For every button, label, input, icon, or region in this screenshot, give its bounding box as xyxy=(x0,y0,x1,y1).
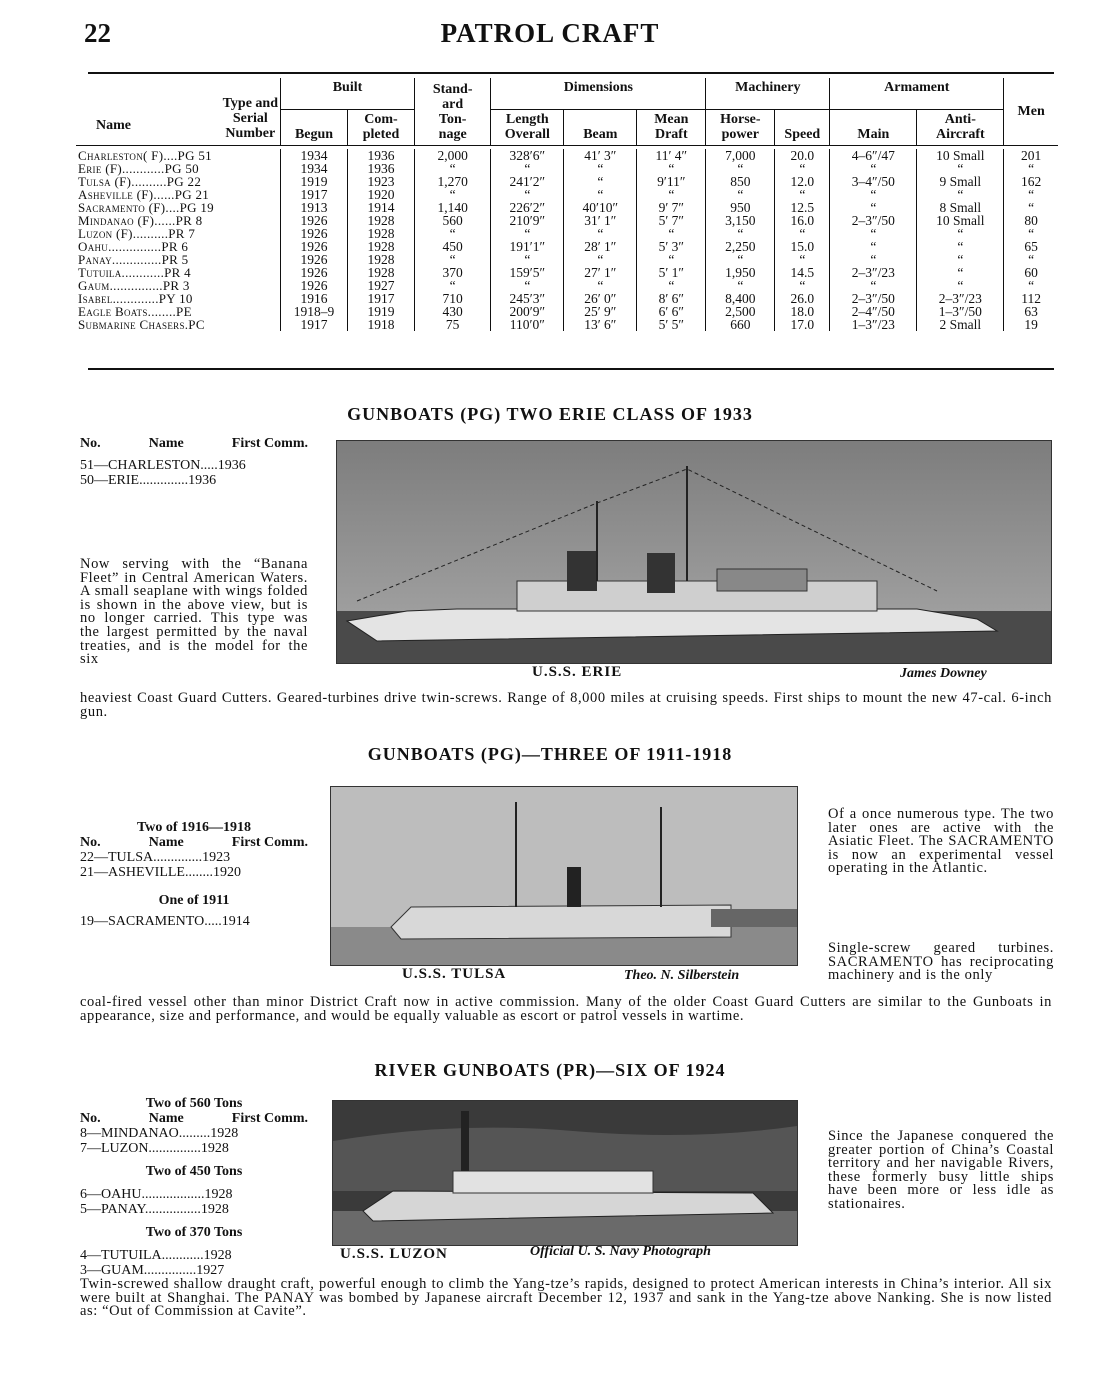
cell-value: “ xyxy=(775,188,830,201)
cell-name: Tulsa (F)..........PG 22 xyxy=(78,174,202,189)
list-header: No. Name First Comm. xyxy=(80,835,308,850)
cell-value: “ xyxy=(1004,201,1058,214)
cell-value: 27′ 1″ xyxy=(564,266,637,279)
cell-value: “ xyxy=(564,188,637,201)
cell-name: Charleston( F)....PG 51 xyxy=(78,148,212,163)
header-name-type xyxy=(76,78,281,146)
cell-name: Submarine Chasers.PC xyxy=(78,317,205,332)
cell-value: 31′ 1″ xyxy=(564,214,637,227)
cell-value: 1928 xyxy=(348,253,415,266)
header-anti-aircraft: Anti- Aircraft xyxy=(917,110,1004,146)
table-row xyxy=(76,305,1058,318)
cell-name: Isabel.............PY 10 xyxy=(78,291,193,306)
cell-value: 1914 xyxy=(348,201,415,214)
list-item: 19—SACRAMENTO.....1914 xyxy=(80,914,250,929)
cell-value: 8 Small xyxy=(917,201,1004,214)
credit-erie: James Downey xyxy=(900,666,987,681)
cell-value: “ xyxy=(706,188,775,201)
table-row xyxy=(76,266,1058,279)
cell-value: 9′ 7″ xyxy=(637,201,706,214)
cell-value: 60 xyxy=(1004,266,1058,279)
cell-value: 1,950 xyxy=(706,266,775,279)
cell-value: “ xyxy=(775,279,830,292)
cell-value: “ xyxy=(491,162,564,175)
cell-value: “ xyxy=(775,162,830,175)
header-dimensions: Dimensions xyxy=(491,78,706,110)
cell-value: “ xyxy=(637,162,706,175)
table-row xyxy=(76,292,1058,305)
cell-value: 3,150 xyxy=(706,214,775,227)
cell-value: 2–3″/50 xyxy=(830,214,917,227)
cell-value: 1918–9 xyxy=(281,305,348,318)
cell-value: “ xyxy=(917,266,1004,279)
cell-value: 162 xyxy=(1004,175,1058,188)
river-ship-list xyxy=(80,1096,308,1278)
cell-value: “ xyxy=(415,162,491,175)
photo-uss-luzon xyxy=(332,1100,798,1246)
cell-value: 241′2″ xyxy=(491,175,564,188)
list-item: 7—LUZON...............1928 xyxy=(80,1141,229,1156)
tulsa-description-full: coal-fired vessel other than minor District Craft now in active commission. Many of the older Coast Guard Cutters are similar to the Gunboats in appearance, size and performance, and would be equally valuable as escort or patrol vessels in wartime. xyxy=(80,994,1052,1024)
cell-value: 159′5″ xyxy=(491,266,564,279)
cell-value: 1–3″/23 xyxy=(830,318,917,331)
cell-value: 2–3″/50 xyxy=(830,292,917,305)
table-row xyxy=(76,240,1058,253)
header-beam: Beam xyxy=(564,110,637,146)
tulsa-description-right2: Single-screw geared turbines. SACRAMENTO has reciprocating machinery and is the only xyxy=(828,940,1054,984)
cell-value: “ xyxy=(491,253,564,266)
cell-value: 1936 xyxy=(348,149,415,162)
cell-value: 12.0 xyxy=(775,175,830,188)
group-heading: Two of 370 Tons xyxy=(145,1225,243,1240)
cell-value: 1934 xyxy=(281,162,348,175)
cell-value: 201 xyxy=(1004,149,1058,162)
header-completed: Com- pleted xyxy=(348,110,415,146)
patrol-craft-table xyxy=(76,78,1058,331)
cell-value: 25′ 9″ xyxy=(564,305,637,318)
cell-name: Luzon (F)..........PR 7 xyxy=(78,226,196,241)
cell-value: 1928 xyxy=(348,227,415,240)
cell-value: 9 Small xyxy=(917,175,1004,188)
cell-value: “ xyxy=(775,227,830,240)
cell-value: “ xyxy=(830,279,917,292)
cell-value: 1936 xyxy=(348,162,415,175)
cell-value: 660 xyxy=(706,318,775,331)
cell-value: 15.0 xyxy=(775,240,830,253)
cell-value: “ xyxy=(775,253,830,266)
cell-value: 5′ 1″ xyxy=(637,266,706,279)
cell-value: 200′9″ xyxy=(491,305,564,318)
page-number: 22 xyxy=(84,18,111,48)
cell-value: 1928 xyxy=(348,266,415,279)
cell-value: 75 xyxy=(415,318,491,331)
cell-value: “ xyxy=(917,162,1004,175)
cell-value: 1917 xyxy=(281,318,348,331)
cell-value: “ xyxy=(637,188,706,201)
cell-name: Asheville (F)......PG 21 xyxy=(78,187,210,202)
cell-value: “ xyxy=(491,279,564,292)
cell-value: 2–4″/50 xyxy=(830,305,917,318)
header-men: Men xyxy=(1004,78,1058,146)
cell-value: 1926 xyxy=(281,266,348,279)
header-main: Main xyxy=(830,110,917,146)
list-item: 8—MINDANAO.........1928 xyxy=(80,1126,239,1141)
list-item: 22—TULSA..............1923 xyxy=(80,850,231,865)
cell-value: “ xyxy=(415,279,491,292)
table-row xyxy=(76,214,1058,227)
list-item: 5—PANAY................1928 xyxy=(80,1202,229,1217)
cell-value: 1926 xyxy=(281,227,348,240)
cell-name: Panay..............PR 5 xyxy=(78,252,189,267)
header-type: Type and Serial Number xyxy=(222,95,278,141)
ship-photo-tulsa xyxy=(331,787,797,965)
cell-name: Oahu...............PR 6 xyxy=(78,239,189,254)
group-heading: Two of 560 Tons xyxy=(145,1096,243,1111)
caption-uss-luzon: U.S.S. LUZON xyxy=(340,1246,448,1262)
cell-value: 2,000 xyxy=(415,149,491,162)
cell-value: “ xyxy=(830,201,917,214)
cell-value: “ xyxy=(917,240,1004,253)
list-item: 4—TUTUILA............1928 xyxy=(80,1248,232,1263)
section-heading-river: RIVER GUNBOATS (PR)—SIX OF 1924 xyxy=(374,1060,726,1080)
header-draft: Mean Draft xyxy=(637,110,706,146)
cell-value: 16.0 xyxy=(775,214,830,227)
cell-value: 8′ 6″ xyxy=(637,292,706,305)
table-top-rule xyxy=(88,72,1054,74)
cell-value: 7,000 xyxy=(706,149,775,162)
header-armament: Armament xyxy=(830,78,1004,110)
table-bottom-rule xyxy=(88,368,1054,370)
table-row xyxy=(76,227,1058,240)
cell-value: 1913 xyxy=(281,201,348,214)
cell-value: 20.0 xyxy=(775,149,830,162)
cell-name: Tutuila............PR 4 xyxy=(78,265,191,280)
group-heading: One of 1911 xyxy=(158,893,230,908)
cell-value: 6′ 6″ xyxy=(637,305,706,318)
cell-value: 1928 xyxy=(348,214,415,227)
cell-value: 11′ 4″ xyxy=(637,149,706,162)
cell-value: “ xyxy=(830,227,917,240)
cell-value: 950 xyxy=(706,201,775,214)
cell-value: 5′ 5″ xyxy=(637,318,706,331)
credit-tulsa: Theo. N. Silberstein xyxy=(624,968,740,983)
cell-value: “ xyxy=(637,253,706,266)
section-heading-erie: GUNBOATS (PG) TWO ERIE CLASS OF 1933 xyxy=(347,404,753,424)
cell-value: 1926 xyxy=(281,279,348,292)
cell-value: “ xyxy=(564,175,637,188)
cell-name: Eagle Boats........PE xyxy=(78,304,192,319)
cell-value: 430 xyxy=(415,305,491,318)
cell-value: 10 Small xyxy=(917,214,1004,227)
list-item: 6—OAHU..................1928 xyxy=(80,1187,233,1202)
cell-value: 1918 xyxy=(348,318,415,331)
cell-value: 191′1″ xyxy=(491,240,564,253)
tulsa-description-right: Of a once numerous type. The two later ones are active with the Asiatic Fleet. The SACRAMENTO is now an experimental vessel operating in the Atlantic. xyxy=(828,806,1054,877)
cell-value: 450 xyxy=(415,240,491,253)
cell-value: “ xyxy=(1004,227,1058,240)
cell-value: “ xyxy=(491,188,564,201)
group-heading: Two of 1916—1918 xyxy=(136,820,252,835)
cell-value: 850 xyxy=(706,175,775,188)
cell-value: 26.0 xyxy=(775,292,830,305)
list-item: 51—CHARLESTON.....1936 xyxy=(80,458,246,473)
cell-value: 8,400 xyxy=(706,292,775,305)
cell-value: “ xyxy=(1004,162,1058,175)
erie-description-full: heaviest Coast Guard Cutters. Geared-turbines drive twin-screws. Range of 8,000 miles at cruising speeds. First ships to mount the new 47-cal. 6-inch gun. xyxy=(80,690,1052,720)
cell-value: 1919 xyxy=(348,305,415,318)
cell-value: 1916 xyxy=(281,292,348,305)
cell-value: 14.5 xyxy=(775,266,830,279)
cell-name: Sacramento (F)....PG 19 xyxy=(78,200,214,215)
cell-value: “ xyxy=(706,279,775,292)
cell-name: Gaum...............PR 3 xyxy=(78,278,190,293)
cell-value: 226′2″ xyxy=(491,201,564,214)
cell-value: 1,270 xyxy=(415,175,491,188)
cell-value: 41′ 3″ xyxy=(564,149,637,162)
cell-value: “ xyxy=(830,188,917,201)
cell-value: 65 xyxy=(1004,240,1058,253)
table-row xyxy=(76,149,1058,162)
header-name: Name xyxy=(96,117,131,133)
cell-name: Erie (F)............PG 50 xyxy=(78,161,199,176)
cell-value: “ xyxy=(564,162,637,175)
ship-photo-luzon xyxy=(333,1101,797,1245)
table-row xyxy=(76,188,1058,201)
cell-value: 17.0 xyxy=(775,318,830,331)
cell-value: 26′ 0″ xyxy=(564,292,637,305)
cell-value: “ xyxy=(706,162,775,175)
cell-value: 4–6″/47 xyxy=(830,149,917,162)
table-body xyxy=(76,149,1058,331)
group-heading: Two of 450 Tons xyxy=(145,1164,243,1179)
header-speed: Speed xyxy=(775,110,830,146)
cell-value: 370 xyxy=(415,266,491,279)
cell-value: “ xyxy=(830,253,917,266)
section-heading-tulsa: GUNBOATS (PG)—THREE OF 1911-1918 xyxy=(367,744,733,764)
cell-value: 2 Small xyxy=(917,318,1004,331)
cell-value: 110′0″ xyxy=(491,318,564,331)
cell-value: 1928 xyxy=(348,240,415,253)
cell-value: “ xyxy=(917,188,1004,201)
table-row xyxy=(76,318,1058,331)
list-item: 50—ERIE..............1936 xyxy=(80,473,217,488)
cell-value: 1–3″/50 xyxy=(917,305,1004,318)
cell-value: “ xyxy=(917,227,1004,240)
cell-value: 1,140 xyxy=(415,201,491,214)
cell-value: 5′ 3″ xyxy=(637,240,706,253)
cell-value: 560 xyxy=(415,214,491,227)
header-begun: Begun xyxy=(281,110,348,146)
cell-value: 5′ 7″ xyxy=(637,214,706,227)
cell-name: Mindanao (F)......PR 8 xyxy=(78,213,203,228)
photo-uss-erie xyxy=(336,440,1052,664)
cell-value: “ xyxy=(637,279,706,292)
cell-value: 40′10″ xyxy=(564,201,637,214)
cell-value: 13′ 6″ xyxy=(564,318,637,331)
cell-value: 1920 xyxy=(348,188,415,201)
cell-value: 1934 xyxy=(281,149,348,162)
cell-value: 3–4″/50 xyxy=(830,175,917,188)
cell-value: “ xyxy=(564,253,637,266)
cell-value: “ xyxy=(1004,253,1058,266)
cell-value: “ xyxy=(917,253,1004,266)
luzon-description-full: Twin-screwed shallow draught craft, powerful enough to climb the Yang-tze’s rapids, designed to protect American interests in China’s interior. All six were built at Shanghai. The PANAY was bombed by Japanese aircraft December 12, 1937 and sank in the Yang-tze above Nanking. She is now listed as: “Out of Commission at Cavite”. xyxy=(80,1276,1052,1320)
header-length: Length Overall xyxy=(491,110,564,146)
cell-value: 28′ 1″ xyxy=(564,240,637,253)
cell-value: 63 xyxy=(1004,305,1058,318)
cell-value: 1926 xyxy=(281,253,348,266)
photo-uss-tulsa xyxy=(330,786,798,966)
cell-value: “ xyxy=(830,162,917,175)
page-title: PATROL CRAFT xyxy=(440,18,660,48)
erie-ship-list xyxy=(80,436,308,488)
cell-value: “ xyxy=(706,227,775,240)
cell-value: “ xyxy=(637,227,706,240)
cell-value: 18.0 xyxy=(775,305,830,318)
cell-value: 1926 xyxy=(281,240,348,253)
cell-value: 112 xyxy=(1004,292,1058,305)
cell-value: 1926 xyxy=(281,214,348,227)
cell-value: 1923 xyxy=(348,175,415,188)
tulsa-ship-list xyxy=(80,820,308,929)
cell-value: “ xyxy=(564,227,637,240)
cell-value: “ xyxy=(415,253,491,266)
cell-value: 2–3″/23 xyxy=(917,292,1004,305)
credit-luzon: Official U. S. Navy Photograph xyxy=(530,1244,711,1259)
cell-value: “ xyxy=(830,240,917,253)
cell-value: “ xyxy=(564,279,637,292)
cell-value: 2,500 xyxy=(706,305,775,318)
cell-value: “ xyxy=(1004,188,1058,201)
list-header: No. Name First Comm. xyxy=(80,436,308,451)
cell-value: “ xyxy=(1004,279,1058,292)
cell-value: 10 Small xyxy=(917,149,1004,162)
table-row xyxy=(76,201,1058,214)
cell-value: “ xyxy=(917,279,1004,292)
cell-value: 1927 xyxy=(348,279,415,292)
list-item: 3—GUAM...............1927 xyxy=(80,1263,225,1278)
cell-value: 710 xyxy=(415,292,491,305)
header-tonnage: Stand- ard Ton- nage xyxy=(415,78,491,146)
caption-uss-tulsa: U.S.S. TULSA xyxy=(402,966,507,982)
cell-value: 80 xyxy=(1004,214,1058,227)
cell-value: “ xyxy=(415,227,491,240)
caption-uss-erie: U.S.S. ERIE xyxy=(532,664,623,680)
cell-value: 328′6″ xyxy=(491,149,564,162)
header-built: Built xyxy=(281,78,415,110)
erie-description: Now serving with the “Banana Fleet” in Central American Waters. A small seaplane with wings folded is shown in the above view, but is no longer carried. This type was the largest permitted by the naval treaties, and is the model for the six xyxy=(80,556,308,668)
ship-photo-erie xyxy=(337,441,1051,663)
cell-value: “ xyxy=(706,253,775,266)
table-row xyxy=(76,253,1058,266)
cell-value: 1917 xyxy=(281,188,348,201)
cell-value: 19 xyxy=(1004,318,1058,331)
list-header: No. Name First Comm. xyxy=(80,1111,308,1126)
cell-value: 245′3″ xyxy=(491,292,564,305)
luzon-description-right: Since the Japanese conquered the greater portion of China’s Coastal territory and her navigable Rivers, these formerly busy little ships have been more or less idle as stationaires. xyxy=(828,1128,1054,1212)
cell-value: 9′11″ xyxy=(637,175,706,188)
cell-value: 2,250 xyxy=(706,240,775,253)
cell-value: “ xyxy=(415,188,491,201)
cell-value: 1919 xyxy=(281,175,348,188)
header-horsepower: Horse- power xyxy=(706,110,775,146)
cell-value: 2–3″/23 xyxy=(830,266,917,279)
cell-value: 12.5 xyxy=(775,201,830,214)
cell-value: “ xyxy=(491,227,564,240)
cell-value: 210′9″ xyxy=(491,214,564,227)
header-machinery: Machinery xyxy=(706,78,830,110)
table-row xyxy=(76,175,1058,188)
list-item: 21—ASHEVILLE........1920 xyxy=(80,865,241,880)
cell-value: 1917 xyxy=(348,292,415,305)
table-row xyxy=(76,162,1058,175)
table-row xyxy=(76,279,1058,292)
